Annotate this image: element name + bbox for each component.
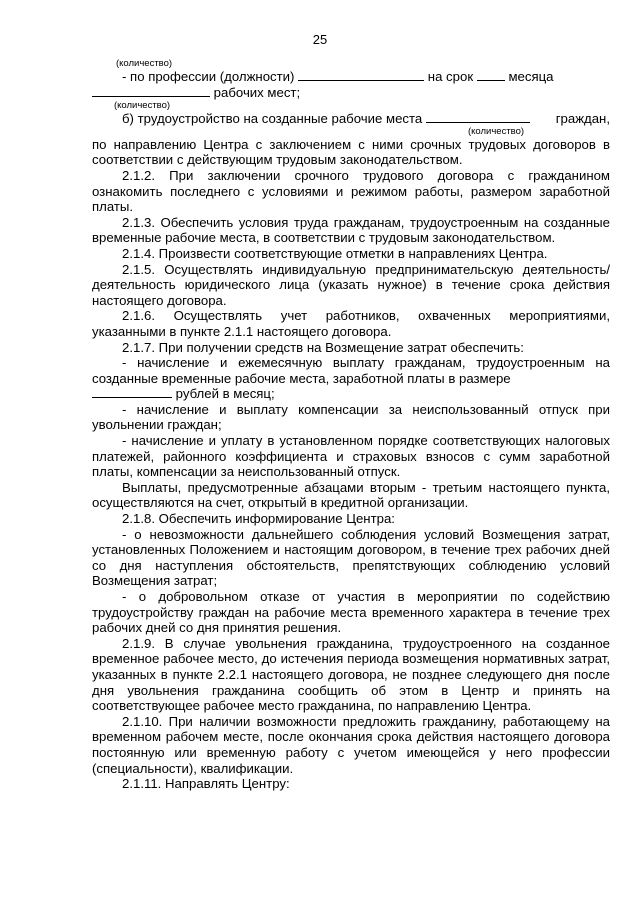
- paragraph-2-1-7-a: - начисление и ежемесячную выплату гражданам, трудоустроенным на созданные временные рабочие места, заработной платы в размере: [92, 355, 610, 386]
- paragraph-2-1-7: 2.1.7. При получении средств на Возмещение затрат обеспечить:: [122, 339, 524, 355]
- item-b-blank: [426, 111, 530, 123]
- paragraph-2-1-7-c: - начисление и уплату в установленном порядке соответствующих налоговых платежей, районного коэффициента и страховых взносов с сумм заработной платы, компенсации за неиспользованный отпуск.: [92, 433, 610, 480]
- term-label: на срок: [427, 69, 474, 84]
- quantity-note: (количество): [116, 58, 173, 69]
- work-places-line: [92, 85, 610, 101]
- paragraph-2-1-8-b: - о добровольном отказе от участия в мероприятии по содействию трудоустройству граждан на рабочие места временного характера в течение трех рабочих дней со дня принятия решения.: [92, 589, 610, 636]
- paragraph-2-1-10: 2.1.10. При наличии возможности предложить гражданину, работающему на временном рабочем месте, после окончания срока действия настоящего договора постоянную или временную работу с учетом имеющейся у него профессии (специальности), квалификации.: [92, 713, 610, 776]
- paragraph-2-1-7-d: Выплаты, предусмотренные абзацами вторым - третьим настоящего пункта, осуществляются на счет, открытый в кредитной организации.: [92, 479, 610, 511]
- paragraph-2-1-11: 2.1.11. Направлять Центру:: [122, 776, 290, 792]
- paragraph-2-1-7-b: - начисление и выплату компенсации за неиспользованный отпуск при увольнении граждан;: [92, 401, 610, 433]
- profession-label: - по профессии (должности): [122, 69, 295, 84]
- rubles-label: рублей в месяц;: [175, 386, 275, 402]
- salary-blank: [92, 386, 172, 398]
- item-b-label: б) трудоустройство на созданные рабочие места: [122, 111, 423, 127]
- months-label: месяца: [508, 69, 554, 84]
- quantity-note: (количество): [114, 100, 171, 112]
- paragraph-2-1-5: 2.1.5. Осуществлять индивидуальную предпринимательскую деятельность/деятельность юридического лица (указать нужное) в течение срока действия настоящего договора.: [92, 261, 610, 308]
- salary-line: [92, 386, 610, 402]
- document-body: [92, 58, 610, 792]
- citizens-label: граждан,: [555, 111, 610, 127]
- paragraph-2-1-3: 2.1.3. Обеспечить условия труда гражданам, трудоустроенным на созданные временные рабочие места, в соответствии с трудовым законодательством.: [92, 214, 610, 246]
- page-number: 25: [312, 32, 328, 47]
- paragraph-2-1-9: 2.1.9. В случае увольнения гражданина, трудоустроенного на созданное временное рабочее место, до истечения периода возмещения нормативных затрат, указанных в пункте 2.2.1 настоящего договора, не позднее следующего дня после дня увольнения гражданина сообщить об этом в Центр и принять на соответствующее рабочее место гражданина, по направлению Центра.: [92, 635, 610, 714]
- paragraph-b-continuation: по направлению Центра с заключением с ними срочных трудовых договоров в соответствии с действующим трудовым законодательством.: [92, 136, 610, 168]
- paragraph-2-1-8: 2.1.8. Обеспечить информирование Центра:: [122, 511, 395, 527]
- paragraph-2-1-4: 2.1.4. Произвести соответствующие отметки в направлениях Центра.: [122, 245, 548, 261]
- paragraph-2-1-2: 2.1.2. При заключении срочного трудового договора с гражданином ознакомить последнего с условиями и режимом работы, размером заработной платы.: [92, 167, 610, 215]
- work-places-blank: [92, 85, 210, 97]
- quantity-note: (количество): [468, 125, 525, 137]
- term-blank: [477, 69, 505, 81]
- item-b-line: [92, 111, 610, 127]
- paragraph-2-1-8-a: - о невозможности дальнейшего соблюдения условий Возмещения затрат, установленных Положением и настоящим договором, в течение трех рабочих дней со дня наступления обстоятельств, препятствующих соблюдению условий Возмещения затрат;: [92, 526, 610, 589]
- work-places-label: рабочих мест;: [213, 84, 301, 100]
- profession-blank: [298, 69, 424, 81]
- profession-line: [92, 69, 610, 85]
- paragraph-2-1-6: 2.1.6. Осуществлять учет работников, охваченных мероприятиями, указанными в пункте 2.1.1 настоящего договора.: [92, 308, 610, 339]
